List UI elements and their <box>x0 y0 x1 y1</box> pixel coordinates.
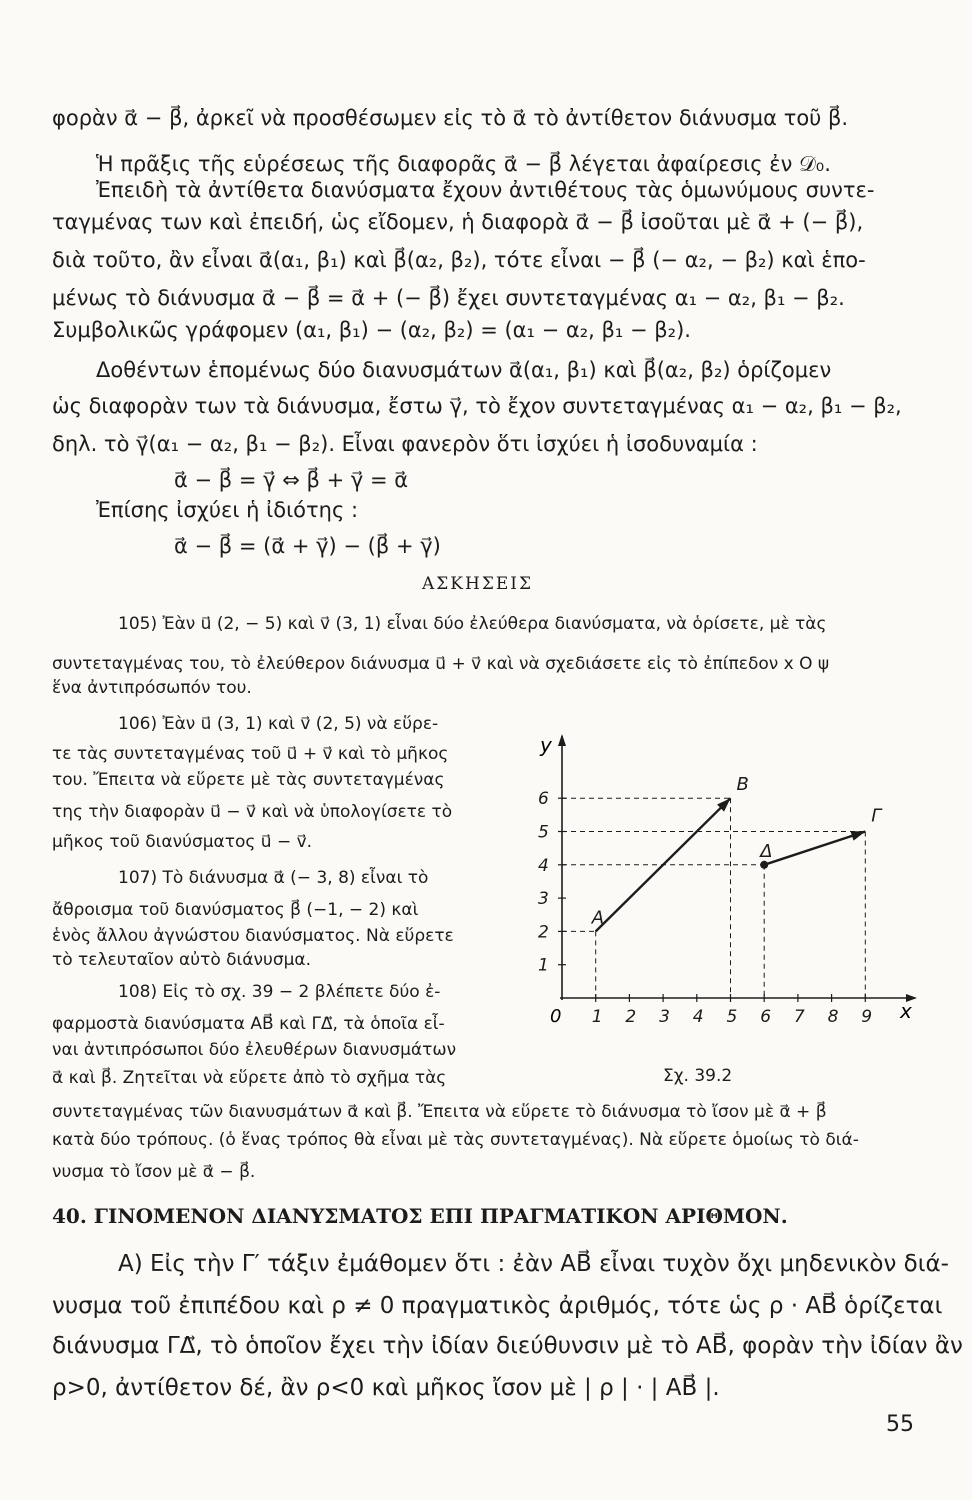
exercise-line: κατὰ δύο τρόπους. (ὁ ἕνας τρόπος θὰ εἶναι μὲ τὰς συντεταγμένας). Νὰ εὕρετε ὁμοίως τὸ διά- <box>52 1130 859 1150</box>
text-line: Δοθέντων ἑπομένως δύο διανυσμάτων α⃗(α₁, β₁) καὶ β⃗(α₂, β₂) ὁρίζομεν <box>96 358 832 382</box>
y-tick-label: 3 <box>538 889 549 910</box>
origin-label: 0 <box>550 1006 562 1027</box>
exercise-line: μῆκος τοῦ διανύσματος u⃗ − v⃗. <box>52 832 313 852</box>
x-tick-label: 2 <box>625 1007 637 1027</box>
exercise-line: ἑνὸς ἄλλου ἀγνώστου διανύσματος. Νὰ εὕρετε <box>52 926 454 946</box>
y-tick-label: 2 <box>538 922 549 943</box>
x-tick-label: 3 <box>659 1007 670 1027</box>
x-axis-label: x <box>900 999 912 1023</box>
point-label-b: B <box>736 774 749 796</box>
formula: α⃗ − β⃗ = γ⃗ ⇔ β⃗ + γ⃗ = α⃗ <box>174 468 409 492</box>
page-number: 55 <box>886 1412 914 1437</box>
exercises-title: ΑΣΚΗΣΕΙΣ <box>422 574 533 594</box>
exercise-line: α⃗ καὶ β⃗. Ζητεῖται νὰ εὕρετε ἀπὸ τὸ σχῆμα τὰς <box>52 1068 447 1088</box>
text-line: Συμβολικῶς γράφομεν (α₁, β₁) − (α₂, β₂) = (α₁ − α₂, β₁ − β₂). <box>52 318 691 342</box>
exercise-line: 106) Ἐὰν u⃗ (3, 1) καὶ v⃗ (2, 5) νὰ εὕρε- <box>118 714 439 734</box>
vector-gd-arrowhead <box>850 831 865 840</box>
x-tick-label: 4 <box>692 1007 704 1027</box>
y-tick-label: 1 <box>538 955 549 976</box>
exercise-line: φαρμοστὰ διανύσματα AB⃗ καὶ ΓΔ⃗, τὰ ὁποῖα εἶ- <box>52 1014 445 1034</box>
x-tick-label: 1 <box>591 1007 603 1027</box>
section-text: Α) Εἰς τὴν Γ′ τάξιν ἐμάθομεν ὅτι : ἐὰν AB⃗ εἶναι τυχὸν ὄχι μηδενικὸν διά- <box>118 1251 949 1277</box>
formula: α⃗ − β⃗ = (α⃗ + γ⃗) − (β⃗ + γ⃗) <box>174 534 441 558</box>
y-tick-label: 4 <box>538 855 549 876</box>
text-line: φορὰν α⃗ − β⃗, ἀρκεῖ νὰ προσθέσωμεν εἰς τὸ α⃗ τὸ ἀντίθετον διάνυσμα τοῦ β⃗. <box>52 106 849 130</box>
y-tick-label: 6 <box>538 789 549 810</box>
text-line: Ἡ πρᾶξις τῆς εὑρέσεως τῆς διαφορᾶς α⃗ − β⃗ λέγεται ἀφαίρεσις ἐν 𝒟₀. <box>96 152 831 176</box>
text-line: διὰ τοῦτο, ἂν εἶναι α⃗(α₁, β₁) καὶ β⃗(α₂, β₂), τότε εἶναι − β⃗ (− α₂, − β₂) καὶ ἑπο- <box>52 248 866 272</box>
point-label-g: Γ <box>871 805 882 827</box>
exercise-line: 105) Ἐὰν u⃗ (2, − 5) καὶ v⃗ (3, 1) εἶναι δύο ἐλεύθερα διανύσματα, νὰ ὁρίσετε, μὲ τὰς <box>118 614 827 634</box>
y-axis-arrowhead <box>558 734 566 746</box>
exercise-line: 108) Εἰς τὸ σχ. 39 − 2 βλέπετε δύο ἐ- <box>118 982 441 1002</box>
text-line: Ἐπειδὴ τὰ ἀντίθετα διανύσματα ἔχουν ἀντιθέτους τὰς ὁμωνύμους συντε- <box>96 178 875 202</box>
exercise-line: ἄθροισμα τοῦ διανύσματος β⃗ (−1, − 2) καὶ <box>52 900 419 920</box>
section-text: διάνυσμα ΓΔ⃗, τὸ ὁποῖον ἔχει τὴν ἰδίαν διεύθυνσιν μὲ τὸ AB⃗, φορὰν τὴν ἰδίαν ἂν <box>52 1333 963 1359</box>
section-text: νυσμα τοῦ ἐπιπέδου καὶ ρ ≠ 0 πραγματικὸς ἀριθμός, τότε ὡς ρ · AB⃗ ὁρίζεται <box>52 1293 943 1319</box>
figure-caption: Σχ. 39.2 <box>663 1066 733 1086</box>
x-tick-label: 7 <box>793 1007 805 1027</box>
exercise-line: του. Ἔπειτα νὰ εὕρετε μὲ τὰς συντεταγμένας <box>52 770 445 790</box>
exercise-line: συντεταγμένας τῶν διανυσμάτων α⃗ καὶ β⃗. Ἔπειτα νὰ εὕρετε τὸ διάνυσμα τὸ ἴσον μὲ α⃗ + β⃗ <box>52 1102 827 1122</box>
exercise-line: νυσμα τὸ ἴσον μὲ α⃗ − β⃗. <box>52 1162 256 1182</box>
y-tick-label: 5 <box>538 822 549 843</box>
section-heading: 40. ΓΙΝΟΜΕΝΟΝ ΔΙΑΝΥΣΜΑΤΟΣ ΕΠΙ ΠΡΑΓΜΑΤΙΚΟΝ ΑΡΙΘΜΟΝ. <box>52 1204 788 1228</box>
exercise-line: της τὴν διαφορὰν u⃗ − v⃗ καὶ νὰ ὑπολογίσετε τὸ <box>52 802 453 822</box>
point-d-dot <box>760 861 768 869</box>
point-label-d: Δ <box>760 840 773 862</box>
text-line: ὡς διαφορὰν των τὰ διάνυσμα, ἔστω γ⃗, τὸ ἔχον συντεταγμένας α₁ − α₂, β₁ − β₂, <box>52 394 902 418</box>
exercise-line: τε τὰς συντεταγμένας τοῦ u⃗ + v⃗ καὶ τὸ μῆκος <box>52 744 449 764</box>
x-tick-label: 8 <box>827 1007 839 1027</box>
x-tick-label: 9 <box>861 1007 873 1027</box>
text-line: δηλ. τὸ γ⃗(α₁ − α₂, β₁ − β₂). Εἶναι φανερὸν ὅτι ἰσχύει ἡ ἰσοδυναμία : <box>52 432 758 456</box>
text-line: ταγμένας των καὶ ἐπειδή, ὡς εἴδομεν, ἡ διαφορὰ α⃗ − β⃗ ἰσοῦται μὲ α⃗ + (− β⃗), <box>52 210 864 234</box>
vector-gd <box>764 832 865 865</box>
text-line: Ἐπίσης ἰσχύει ἡ ἰδιότης : <box>96 498 359 522</box>
x-tick-label: 6 <box>760 1007 772 1027</box>
vector-figure <box>520 732 920 1032</box>
exercise-line: ἕνα ἀντιπρόσωπόν του. <box>52 678 252 698</box>
point-label-a: A <box>591 907 605 929</box>
exercise-line: συντεταγμένας του, τὸ ἐλεύθερον διάνυσμα u⃗ + v⃗ καὶ νὰ σχεδιάσετε εἰς τὸ ἐπίπεδον x O ψ <box>52 654 830 674</box>
y-axis-label: y <box>540 733 552 757</box>
text-line: μένως τὸ διάνυσμα α⃗ − β⃗ = α⃗ + (− β⃗) ἔχει συντεταγμένας α₁ − α₂, β₁ − β₂. <box>52 286 845 310</box>
exercise-line: τὸ τελευταῖον αὐτὸ διάνυσμα. <box>52 950 312 970</box>
x-tick-label: 5 <box>726 1007 738 1027</box>
exercise-line: ναι ἀντιπρόσωποι δύο ἐλευθέρων διανυσμάτων <box>52 1040 457 1060</box>
section-text: ρ>0, ἀντίθετον δέ, ἂν ρ<0 καὶ μῆκος ἴσον μὲ | ρ | · | AB⃗ |. <box>52 1375 720 1401</box>
exercise-line: 107) Τὸ διάνυσμα α⃗ (− 3, 8) εἶναι τὸ <box>118 868 429 888</box>
